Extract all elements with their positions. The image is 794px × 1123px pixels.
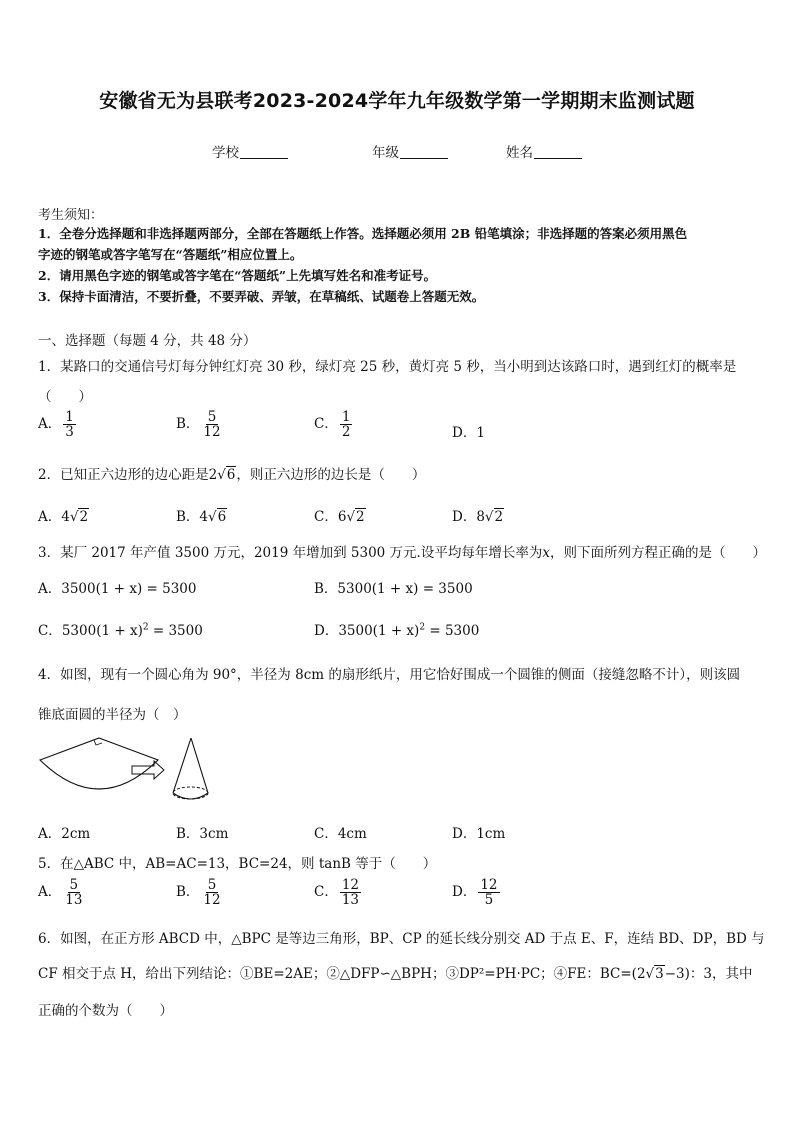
option-label: A． <box>38 416 62 433</box>
q5-option-a[interactable]: A． $\frac{5}{13}$ <box>38 877 83 909</box>
q2-stem: 2．已知正六边形的边心距是2√6，则正六边形的边长是（ ） <box>38 467 426 483</box>
grade-blank[interactable] <box>400 144 448 159</box>
name-label: 姓名 <box>506 145 533 161</box>
exam-title: 安徽省无为县联考2023-2024学年九年级数学第一学期期末监测试题 <box>99 90 695 112</box>
q4-stem-line2: 锥底面圆的半径为（ ） <box>38 707 187 723</box>
q2-option-d[interactable]: D．8√2 <box>452 509 504 525</box>
school-blank[interactable] <box>240 144 288 159</box>
q2-option-a[interactable]: A．4√2 <box>38 509 89 525</box>
q5-option-d[interactable]: D． $\frac{12}{5}$ <box>452 877 498 909</box>
q4-option-a[interactable]: A．2cm <box>38 826 91 842</box>
name-blank[interactable] <box>534 144 582 159</box>
notice-heading: 考生须知： <box>38 208 104 223</box>
q4-option-c[interactable]: C．4cm <box>314 826 367 842</box>
q1-stem: 1．某路口的交通信号灯每分钟红灯亮 30 秒，绿灯亮 25 秒，黄灯亮 5 秒，当小明到达该路口时，遇到红灯的概率是 <box>38 359 737 375</box>
option-label: D． <box>452 425 477 441</box>
q3-stem: 3．某厂 2017 年产值 3500 万元，2019 年增加到 5300 万元.设平均每年增长率为x，则下面所列方程正确的是（ ） <box>38 545 766 561</box>
right-angle-mark <box>94 740 102 745</box>
notice-line-3: 3．保持卡面清洁，不要折叠，不要弄破、弄皱，在草稿纸、试题卷上答题无效。 <box>38 289 485 304</box>
sector-shape <box>40 738 158 789</box>
q6-stem-line3: 正确的个数为（ ） <box>38 1003 173 1019</box>
q1-option-a[interactable] <box>38 410 78 439</box>
q4-option-b[interactable]: B．3cm <box>176 826 229 842</box>
cone-sides <box>173 738 208 793</box>
fraction: $\frac{1}{3}$ <box>65 409 74 441</box>
option-label: B． <box>176 416 200 433</box>
q2-option-c[interactable]: C．6√2 <box>314 509 365 525</box>
q1-option-c[interactable] <box>314 410 354 439</box>
option-label: C． <box>314 416 338 433</box>
option-value: 1 <box>476 425 485 441</box>
section-heading: 一、选择题（每题 4 分，共 48 分） <box>38 333 257 349</box>
fraction: $\frac{12}{5}$ <box>480 877 498 909</box>
q1-stem-paren: （ ） <box>38 389 92 405</box>
name-field <box>506 141 582 161</box>
grade-field <box>372 141 448 161</box>
q5-option-c[interactable]: C． $\frac{12}{13}$ <box>314 877 360 909</box>
arrow-icon <box>132 761 164 779</box>
grade-label: 年级 <box>372 145 399 161</box>
q4-option-d[interactable]: D．1cm <box>452 826 506 842</box>
q3-option-a[interactable]: A．3500(1 + x) = 5300 <box>38 581 197 597</box>
q1-option-d[interactable] <box>452 421 485 441</box>
notice-line-1a: 1．全卷分选择题和非选择题两部分，全部在答题纸上作答。选择题必须用 2B 铅笔填涂；非选择题的答案必须用黑色 <box>38 226 688 241</box>
fraction: $\frac{5}{12}$ <box>203 877 221 909</box>
q3-option-d[interactable]: D．$3500(1 + x)^2 = 5300$ <box>314 622 480 639</box>
fraction: $\frac{1}{2}$ <box>341 409 351 441</box>
q5-stem: 5．在△ABC 中，AB=AC=13，BC=24，则 tanB 等于（ ） <box>38 856 437 872</box>
notice-line-1b: 字迹的钢笔或答字笔写在“答题纸”相应位置上。 <box>38 247 303 262</box>
q4-stem-line1: 4．如图，现有一个圆心角为 90°，半径为 8cm 的扇形纸片，用它恰好围成一个圆锥的侧面（接缝忽略不计），则该圆 <box>38 667 741 683</box>
q5-option-b[interactable]: B． $\frac{5}{12}$ <box>176 877 221 909</box>
q2-option-b[interactable]: B．4√6 <box>176 509 227 525</box>
fraction: $\frac{12}{13}$ <box>341 877 360 909</box>
q3-option-b[interactable]: B．5300(1 + x) = 3500 <box>314 581 473 597</box>
notice-line-2: 2．请用黑色字迹的钢笔或答字笔在“答题纸”上先填写姓名和准考证号。 <box>38 268 437 283</box>
q6-stem-line1: 6．如图，在正方形 ABCD 中，△BPC 是等边三角形，BP、CP 的延长线分别交 AD 于点 E、F，连结 BD、DP，BD 与 <box>38 931 765 947</box>
school-label: 学校 <box>212 145 239 161</box>
fraction: $\frac{5}{13}$ <box>65 877 83 909</box>
q3-option-c[interactable]: C．$5300(1 + x)^2 = 3500$ <box>38 622 203 639</box>
school-field <box>212 141 288 161</box>
q1-option-b[interactable] <box>176 410 225 439</box>
q6-stem-line2: CF 相交于点 H，给出下列结论：①BE=2AE；②△DFP∽△BPH；③DP²=PH·PC；④FE：BC=(2√3−3)：3，其中 <box>38 966 753 982</box>
fraction: $\frac{5}{12}$ <box>203 409 221 441</box>
cone-base <box>173 787 208 799</box>
sector-to-cone-figure <box>36 732 236 816</box>
